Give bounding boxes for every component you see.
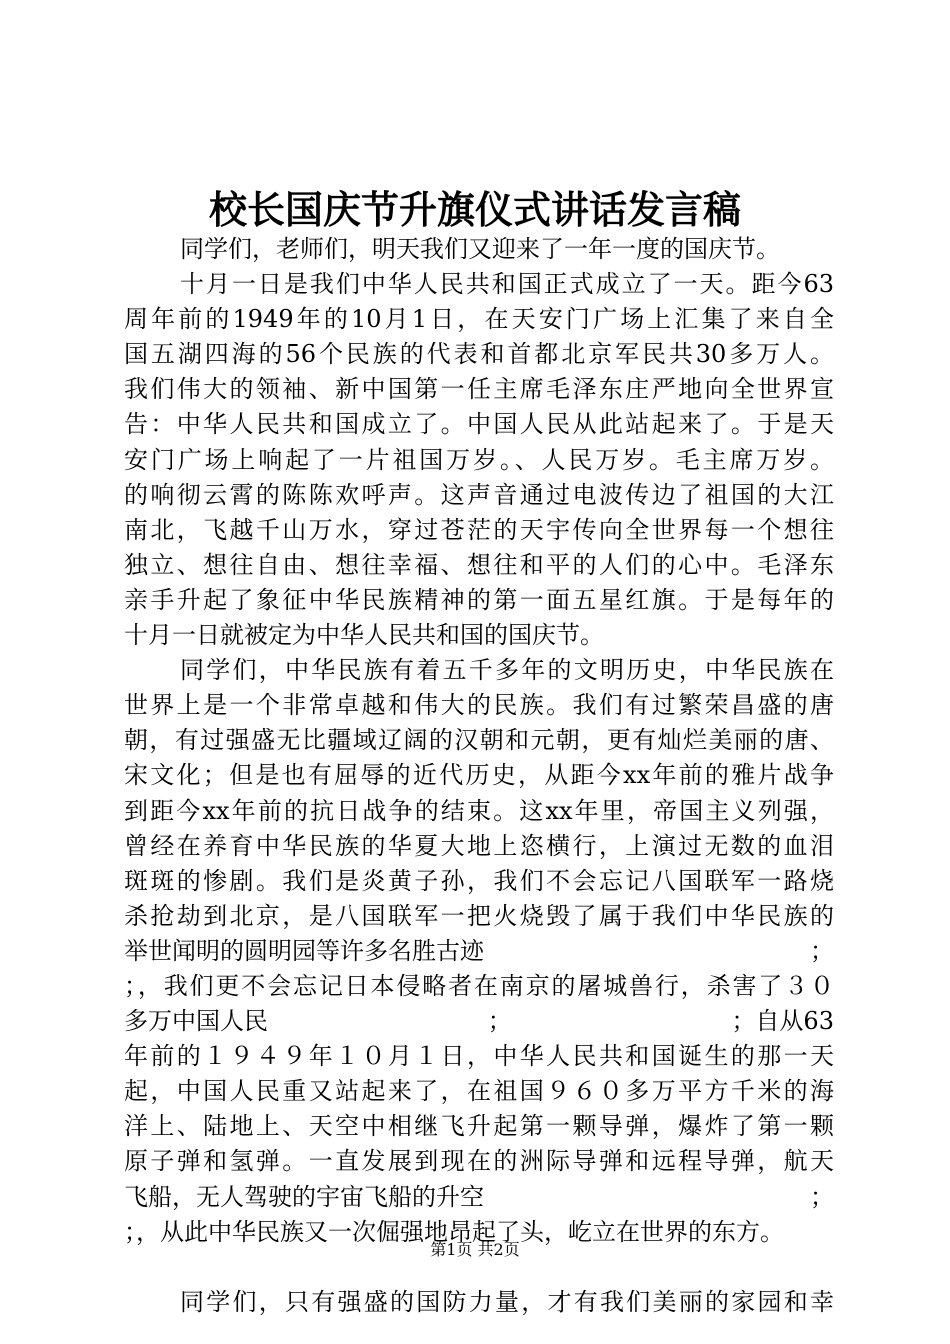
paragraph-line: 独立、想往自由、想往幸福、想往和平的人们的心中。毛泽东 — [124, 550, 834, 579]
paragraph-line — [124, 1004, 834, 1039]
paragraph-line: 南北，飞越千山万水，穿过苍茫的天宇传向全世界每一个想往 — [124, 515, 834, 544]
paragraph-line: 宋文化；但是也有屈辱的近代历史，从距今xx年前的雅片战争 — [124, 761, 834, 790]
paragraph-line: 亲手升起了象征中华民族精神的第一面五星红旗。于是每年的 — [124, 585, 834, 614]
paragraph-line: 到距今xx年前的抗日战争的结束。这xx年里，帝国主义列强， — [124, 796, 834, 825]
paragraph-line: 国五湖四海的56个民族的代表和首都北京军民共30多万人。 — [124, 340, 834, 369]
paragraph-line: 起，中国人民重又站起来了，在祖国９６０多万平方千米的海 — [124, 1077, 834, 1106]
page-footer: 第1页 共2页 — [430, 1240, 520, 1259]
paragraph-line: 同学们，只有强盛的国防力量，才有我们美丽的家园和幸 — [180, 1287, 834, 1316]
paragraph-line: 世界上是一个非常卓越和伟大的民族。我们有过繁荣昌盛的唐 — [124, 691, 834, 720]
paragraph-line: 我们伟大的领袖、新中国第一任主席毛泽东庄严地向全世界宣 — [124, 375, 834, 404]
paragraph-line: 朝，有过强盛无比疆域辽阔的汉朝和元朝，更有灿烂美丽的唐、 — [124, 726, 834, 755]
paragraph-line: 同学们，中华民族有着五千多年的文明历史，中华民族在 — [180, 656, 834, 685]
line-segment: ； — [487, 1007, 512, 1036]
line-segment: 飞船，无人驾驶的宇宙飞船的升空 — [124, 1182, 484, 1211]
paragraph-line: 十月一日是我们中华人民共和国正式成立了一天。距今63 — [180, 270, 834, 299]
paragraph-line: 洋上、陆地上、天空中相继飞升起第一颗导弹，爆炸了第一颗 — [124, 1112, 834, 1141]
line-segment: 多万中国人民 — [124, 1007, 268, 1036]
paragraph-line: 原子弹和氢弹。一直发展到现在的洲际导弹和远程导弹，航天 — [124, 1147, 834, 1176]
document-title: 校长国庆节升旗仪式讲话发言稿 — [208, 187, 741, 232]
paragraph-line: 杀抢劫到北京，是八国联军一把火烧毁了属于我们中华民族的 — [124, 901, 834, 930]
paragraph-line: 十月一日就被定为中华人民共和国的国庆节。 — [124, 621, 604, 650]
line-segment: ； — [810, 1182, 834, 1211]
paragraph-line: ；，我们更不会忘记日本侵略者在南京的屠城兽行，杀害了３０ — [124, 971, 834, 1000]
paragraph-line: 同学们，老师们，明天我们又迎来了一年一度的国庆节。 — [180, 235, 780, 263]
paragraph-line: 的响彻云霄的陈陈欢呼声。这声音通过电波传边了祖国的大江 — [124, 480, 834, 509]
paragraph-line: 曾经在养育中华民族的华夏大地上恣横行，上演过无数的血泪 — [124, 831, 834, 860]
line-segment: ； — [810, 936, 834, 965]
line-segment: ；自从63 — [731, 1007, 834, 1036]
paragraph-line: 年前的１９４９年１０月１日，中华人民共和国诞生的那一天 — [124, 1042, 834, 1071]
paragraph-line — [124, 1180, 834, 1215]
paragraph-line — [124, 934, 834, 969]
document-body — [124, 232, 834, 1320]
line-segment: 举世闻明的圆明园等许多名胜古迹 — [124, 936, 484, 965]
paragraph-line: 周年前的1949年的10月1日，在天安门广场上汇集了来自全 — [124, 305, 834, 334]
paragraph-line: 告：中华人民共和国成立了。中国人民从此站起来了。于是天 — [124, 410, 834, 439]
paragraph-line: 斑斑的惨剧。我们是炎黄子孙，我们不会忘记八国联军一路烧 — [124, 866, 834, 895]
paragraph-line: ；，从此中华民族又一次倔强地昂起了头，屹立在世界的东方。 — [124, 1217, 784, 1246]
paragraph-line: 安门广场上响起了一片祖国万岁。、人民万岁。毛主席万岁。 — [124, 445, 834, 474]
